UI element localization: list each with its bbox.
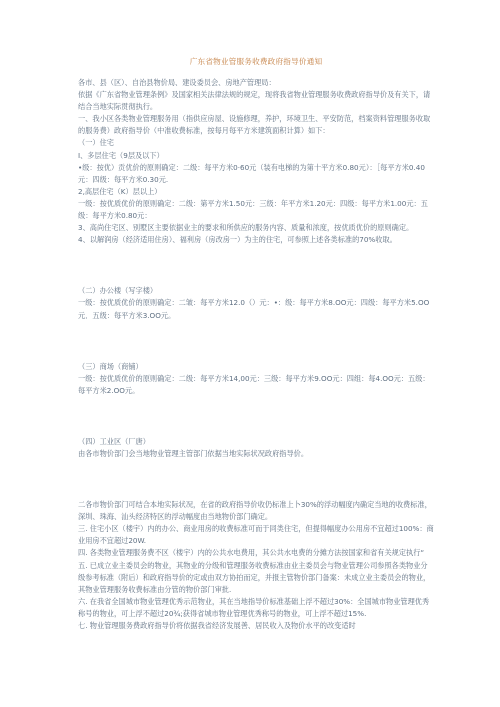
document-paragraph: 3、高尚住宅区、别墅区主要依据业主的要求和所供应的服务内容、质量和浓度，按优质优价的原则确定。 xyxy=(78,223,414,233)
document-paragraph: Ⅰ、多层住宅（9层及以下） xyxy=(78,150,164,160)
document-paragraph: 由各市物价部门会当地物业管理主管部门依据当地实际状况政府指导价。 xyxy=(78,448,309,458)
document-paragraph: 一、我小区各类物业管理服务用（指供应房屋、设施修理，养护，环境卫生、平安防范，档案资料管理服务收取的服务费）政府指导价（中准收费标准，按每月每平方米建筑面积计算）如下： xyxy=(78,114,431,136)
document-paragraph: 4、以解润房（经济适用住房）、福利房（房改房一）为主的住宅，可参照上述各类标准的70%收取。 xyxy=(78,235,397,245)
document-paragraph: 依据《广东省物业管理条例》及国家相关法律法规的规定，现将我省物业管理服务收费政府指导价及有关下，请结合当地实际贯彻执行。 xyxy=(78,90,431,112)
paragraph-gap xyxy=(78,338,434,345)
paragraph-gap xyxy=(78,476,434,483)
document-paragraph: 一级：按优质优价的原则确定：二皱：每平方米12.0（）元：•：级：每平方米8.OO元：四级：每平方米5.OO元．五级：每平方米3.OO元。 xyxy=(78,298,430,320)
document-paragraph: （四）工业区（厂唐） xyxy=(78,436,150,446)
document-paragraph: 一级：按优质优价的原则确定：二级：每平方米14,00元：三级：每平方米9.OO元：四组：每4.OO元：五级：每平方米2.OO元。 xyxy=(78,373,430,395)
document-paragraph: 一级：按优质优价的原则确定：二级：第平方米1.50元：三级：年平方米1.20元：四级：每平方米1.00元：五级：每平方米0.80元： xyxy=(78,198,428,221)
document-paragraph: 五. 已成立业主委员会的物业，其物业的分级和管理服务收费标准由业主委员会与物业管理公司参照各类物业分级参考标准（附后）和政府指导价的定或由双方协拍而定，并报主管物价部门备案：未成立业主委员会的物业，其物业管理服务收费标准由分管的物价部门审批. xyxy=(78,560,431,594)
document-paragraph: •级：按优）贡优价的原则确定：二级：每平方米0·60元（装有电梯的为第十平方米0.80元）：［每平方米0.40元：四级：每平方米0.30元. xyxy=(78,162,425,184)
document-paragraph: （二）办公楼（写字楼） xyxy=(78,286,158,296)
document-title: 广东省物业管服务收费政府指导价通知 xyxy=(189,57,323,66)
document-paragraph: 四. 各类物业管理服务费不区（楼宇）内的公共水电费用，其公共水电费的分摊方法按国家和省有关规定执行“ xyxy=(78,548,425,558)
document-paragraph: 六. 在我省全国城市物业管理优秀示范物业，其在当地指导价标准基础上浮不超过30%：全国城市物业管理优秀称号的物业，可上浮不超过20¾;获得省城市物业管理优秀称号的物业，可上浮不超过15%. xyxy=(78,596,430,618)
document-paragraph: 七. 物业管理服务费政府指导价将依据我省经济发展善、居民收入及物价水平的改变适时 xyxy=(78,621,356,630)
document-paragraph: 三. 住宅小区（楼宇）内的办公、商业用房的收费标准可而于同类住宅，但提得幅度办公用房不宜超过100%：商业用房不宜超过20W. xyxy=(78,524,434,546)
paragraph-gap xyxy=(78,413,434,420)
document-paragraph: 各市、县（区）、自治县物价局、建设委员会、房地产管理局： xyxy=(78,78,276,87)
document-paragraph: 二各市物价部门可结合本地实际状况，在省的政府指导价收仍标准上卜30%的浮动幅度内确定当地的收费标准，深圳、珠海、汕头经济特区的浮动幅度由当地物价部门确定。 xyxy=(78,500,432,522)
document-paragraph: （三）商场（商铺） xyxy=(78,361,143,371)
document-paragraph: （一）住宅 xyxy=(78,138,114,148)
document-paragraph: 2,高层住宅（K）层以上） xyxy=(78,186,162,196)
document-body xyxy=(78,77,434,632)
paragraph-gap xyxy=(78,262,434,269)
